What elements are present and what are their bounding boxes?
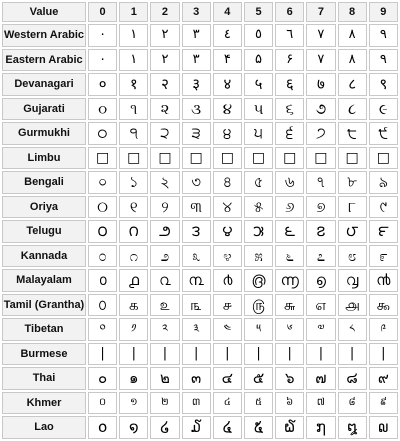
digit-cell: □ xyxy=(119,147,148,170)
digit-cell: ১ xyxy=(119,171,148,194)
digit-cell: ៤ xyxy=(213,392,242,415)
digit-cell: ២ xyxy=(150,392,179,415)
digit-cell: ౫ xyxy=(244,220,273,243)
digit-cell: ໕ xyxy=(244,416,273,439)
digit-cell: □ xyxy=(306,147,335,170)
row-label: Tibetan xyxy=(2,318,86,341)
digit-cell: ୬ xyxy=(275,196,304,219)
digit-cell: ໐ xyxy=(88,416,117,439)
digit-cell: ٣ xyxy=(182,24,211,47)
digit-cell: ૯ xyxy=(369,98,398,121)
digit-cell: ௦ xyxy=(88,294,117,317)
digit-cell: ૦ xyxy=(88,98,117,121)
digit-cell: ૫ xyxy=(244,98,273,121)
digit-cell: ௩ xyxy=(182,294,211,317)
digit-cell: ૩ xyxy=(182,98,211,121)
table-row xyxy=(2,343,398,366)
digit-cell: ௭ xyxy=(306,294,335,317)
digit-cell: ৮ xyxy=(338,171,367,194)
table-row xyxy=(2,318,398,341)
row-label: Lao xyxy=(2,416,86,439)
table-row xyxy=(2,24,398,47)
digit-cell: ໗ xyxy=(306,416,335,439)
digit-cell: ೯ xyxy=(369,245,398,268)
digit-cell: ୮ xyxy=(338,196,367,219)
digit-cell: □ xyxy=(369,147,398,170)
digit-cell: ۶ xyxy=(275,49,304,72)
digit-cell: ୨ xyxy=(150,196,179,219)
row-label: Telugu xyxy=(2,220,86,243)
digit-cell: ೫ xyxy=(244,245,273,268)
table-row xyxy=(2,294,398,317)
digit-cell: ۹ xyxy=(369,49,398,72)
digit-cell: ៩ xyxy=(369,392,398,415)
digit-cell: ೧ xyxy=(119,245,148,268)
table-row xyxy=(2,171,398,194)
digit-cell: □ xyxy=(338,147,367,170)
digit-cell: ໘ xyxy=(338,416,367,439)
row-label: Gurmukhi xyxy=(2,122,86,145)
digit-cell: ௯ xyxy=(369,294,398,317)
digit-cell: ৩ xyxy=(182,171,211,194)
digit-cell: ๑ xyxy=(119,367,148,390)
digit-cell: ༥ xyxy=(244,318,273,341)
row-label: Western Arabic xyxy=(2,24,86,47)
row-label: Gujarati xyxy=(2,98,86,121)
digit-cell: ๔ xyxy=(213,367,242,390)
digit-cell: ൪ xyxy=(213,269,242,292)
digit-cell: | xyxy=(119,343,148,366)
digit-cell: ৫ xyxy=(244,171,273,194)
digit-cell: ٩ xyxy=(369,24,398,47)
digit-cell: ൦ xyxy=(88,269,117,292)
digit-cell: ៧ xyxy=(306,392,335,415)
digit-cell: ੪ xyxy=(213,122,242,145)
digit-cell: ੬ xyxy=(275,122,304,145)
digit-cell: ۷ xyxy=(306,49,335,72)
digit-cell: ੨ xyxy=(150,122,179,145)
header-value-label: Value xyxy=(2,2,86,22)
digit-cell: | xyxy=(213,343,242,366)
table-row xyxy=(2,220,398,243)
digit-cell: ୩ xyxy=(182,196,211,219)
table-row xyxy=(2,147,398,170)
digit-cell: □ xyxy=(275,147,304,170)
digit-cell: ০ xyxy=(88,171,117,194)
digit-cell: ൫ xyxy=(244,269,273,292)
header-digit-8: 8 xyxy=(338,2,367,22)
row-label: Malayalam xyxy=(2,269,86,292)
digit-cell: ౦ xyxy=(88,220,117,243)
digit-cell: ৪ xyxy=(213,171,242,194)
digit-cell: ୪ xyxy=(213,196,242,219)
digit-cell: ౬ xyxy=(275,220,304,243)
digit-cell: ໒ xyxy=(150,416,179,439)
digit-cell: ୫ xyxy=(244,196,273,219)
digit-cell: ๘ xyxy=(338,367,367,390)
header-digit-3: 3 xyxy=(182,2,211,22)
row-label: Eastern Arabic xyxy=(2,49,86,72)
table-row xyxy=(2,196,398,219)
digit-cell: ٠ xyxy=(88,24,117,47)
table-row xyxy=(2,269,398,292)
digit-cell: ༣ xyxy=(182,318,211,341)
digit-cell: ੧ xyxy=(119,122,148,145)
digit-cell: ೮ xyxy=(338,245,367,268)
digit-cell: ० xyxy=(88,73,117,96)
digit-cell: ૬ xyxy=(275,98,304,121)
digit-cell: □ xyxy=(88,147,117,170)
table-row xyxy=(2,392,398,415)
digit-cell: ๙ xyxy=(369,367,398,390)
digit-cell: ༢ xyxy=(150,318,179,341)
digit-cell: ༩ xyxy=(369,318,398,341)
digit-cell: ൯ xyxy=(369,269,398,292)
digit-cell: ༨ xyxy=(338,318,367,341)
digit-cell: ૨ xyxy=(150,98,179,121)
digit-cell: ୧ xyxy=(119,196,148,219)
digit-cell: ২ xyxy=(150,171,179,194)
table-body xyxy=(2,24,398,439)
header-digit-9: 9 xyxy=(369,2,398,22)
digit-cell: ៨ xyxy=(338,392,367,415)
digit-cell: ५ xyxy=(244,73,273,96)
digit-cell: ౩ xyxy=(182,220,211,243)
digit-cell: ໖ xyxy=(275,416,304,439)
digit-cell: ८ xyxy=(338,73,367,96)
row-label: Limbu xyxy=(2,147,86,170)
digit-cell: ௧ xyxy=(119,294,148,317)
digit-cell: ௫ xyxy=(244,294,273,317)
header-digit-2: 2 xyxy=(150,2,179,22)
digit-cell: ൮ xyxy=(338,269,367,292)
digit-cell: ൭ xyxy=(306,269,335,292)
digit-cell: ୯ xyxy=(369,196,398,219)
digit-cell: ೬ xyxy=(275,245,304,268)
digit-cell: ६ xyxy=(275,73,304,96)
table-row xyxy=(2,367,398,390)
header-digit-5: 5 xyxy=(244,2,273,22)
digit-cell: ۱ xyxy=(119,49,148,72)
digit-cell: ೪ xyxy=(213,245,242,268)
digit-cell: ៦ xyxy=(275,392,304,415)
digit-cell: ౭ xyxy=(306,220,335,243)
digit-cell: ໙ xyxy=(369,416,398,439)
digit-cell: | xyxy=(275,343,304,366)
digit-cell: ৯ xyxy=(369,171,398,194)
digit-cell: ௬ xyxy=(275,294,304,317)
digit-cell: ୦ xyxy=(88,196,117,219)
digit-cell: ໑ xyxy=(119,416,148,439)
digit-cell: ༧ xyxy=(306,318,335,341)
table-row xyxy=(2,245,398,268)
digit-cell: ٢ xyxy=(150,24,179,47)
row-label: Tamil (Grantha) xyxy=(2,294,86,317)
row-label: Burmese xyxy=(2,343,86,366)
digit-cell: ౮ xyxy=(338,220,367,243)
digit-cell: ๕ xyxy=(244,367,273,390)
row-label: Bengali xyxy=(2,171,86,194)
digit-cell: ١ xyxy=(119,24,148,47)
row-label: Devanagari xyxy=(2,73,86,96)
digit-cell: ۰ xyxy=(88,49,117,72)
digit-cell: २ xyxy=(150,73,179,96)
digit-cell: १ xyxy=(119,73,148,96)
digit-cell: ۵ xyxy=(244,49,273,72)
digit-cell: ௮ xyxy=(338,294,367,317)
digit-cell: ૭ xyxy=(306,98,335,121)
digit-cell: | xyxy=(182,343,211,366)
table-row xyxy=(2,98,398,121)
digit-cell: ໔ xyxy=(213,416,242,439)
digit-cell: ३ xyxy=(182,73,211,96)
table-row xyxy=(2,122,398,145)
digit-cell: ൧ xyxy=(119,269,148,292)
digit-cell: □ xyxy=(244,147,273,170)
digit-cell: ૮ xyxy=(338,98,367,121)
row-label: Oriya xyxy=(2,196,86,219)
digit-cell: ៣ xyxy=(182,392,211,415)
digit-cell: ๐ xyxy=(88,367,117,390)
digit-cell: | xyxy=(338,343,367,366)
header-digit-4: 4 xyxy=(213,2,242,22)
digit-cell: ۲ xyxy=(150,49,179,72)
digit-cell: ٦ xyxy=(275,24,304,47)
digit-cell: ೨ xyxy=(150,245,179,268)
digit-cell: ൨ xyxy=(150,269,179,292)
digit-cell: | xyxy=(88,343,117,366)
digit-cell: | xyxy=(150,343,179,366)
digit-cell: ੭ xyxy=(306,122,335,145)
header-row xyxy=(2,2,398,22)
digit-cell: ۳ xyxy=(182,49,211,72)
digit-cell: ൩ xyxy=(182,269,211,292)
digit-cell: □ xyxy=(213,147,242,170)
digit-cell: ๒ xyxy=(150,367,179,390)
digit-cell: ੩ xyxy=(182,122,211,145)
row-label: Thai xyxy=(2,367,86,390)
digit-cell: ७ xyxy=(306,73,335,96)
digit-cell: ੯ xyxy=(369,122,398,145)
digit-cell: ۸ xyxy=(338,49,367,72)
digit-cell: ༠ xyxy=(88,318,117,341)
digit-cell: | xyxy=(369,343,398,366)
header-digit-6: 6 xyxy=(275,2,304,22)
digit-cell: ٥ xyxy=(244,24,273,47)
digit-cell: ೦ xyxy=(88,245,117,268)
header-digit-0: 0 xyxy=(88,2,117,22)
digit-cell: □ xyxy=(182,147,211,170)
digit-cell: ٤ xyxy=(213,24,242,47)
digit-cell: ೭ xyxy=(306,245,335,268)
digit-cell: ੮ xyxy=(338,122,367,145)
digit-cell: ୭ xyxy=(306,196,335,219)
digit-cell: ൬ xyxy=(275,269,304,292)
digit-cell: ੫ xyxy=(244,122,273,145)
digit-cell: ९ xyxy=(369,73,398,96)
digit-cell: ༡ xyxy=(119,318,148,341)
digit-cell: ౪ xyxy=(213,220,242,243)
digit-cell: ๗ xyxy=(306,367,335,390)
table-row xyxy=(2,73,398,96)
digit-cell: ౧ xyxy=(119,220,148,243)
digit-cell: ೩ xyxy=(182,245,211,268)
digit-cell: ৭ xyxy=(306,171,335,194)
digit-cell: ٧ xyxy=(306,24,335,47)
digit-cell: ૪ xyxy=(213,98,242,121)
digit-cell: ௨ xyxy=(150,294,179,317)
digit-cell: ௪ xyxy=(213,294,242,317)
digit-cell: ۴ xyxy=(213,49,242,72)
digit-cell: □ xyxy=(150,147,179,170)
digit-cell: ๖ xyxy=(275,367,304,390)
digit-cell: ๓ xyxy=(182,367,211,390)
digit-cell: ០ xyxy=(88,392,117,415)
digit-cell: ٨ xyxy=(338,24,367,47)
digit-cell: ४ xyxy=(213,73,242,96)
digit-cell: ౯ xyxy=(369,220,398,243)
digit-cell: ༤ xyxy=(213,318,242,341)
header-digit-1: 1 xyxy=(119,2,148,22)
row-label: Kannada xyxy=(2,245,86,268)
digit-cell: ੦ xyxy=(88,122,117,145)
header-digit-7: 7 xyxy=(306,2,335,22)
digit-cell: ૧ xyxy=(119,98,148,121)
digit-cell: ១ xyxy=(119,392,148,415)
digit-cell: ౨ xyxy=(150,220,179,243)
table-row xyxy=(2,416,398,439)
digit-cell: ༦ xyxy=(275,318,304,341)
table-row xyxy=(2,49,398,72)
row-label: Khmer xyxy=(2,392,86,415)
digit-cell: ৬ xyxy=(275,171,304,194)
digit-cell: ៥ xyxy=(244,392,273,415)
digit-cell: ໓ xyxy=(182,416,211,439)
digit-cell: | xyxy=(244,343,273,366)
digit-cell: | xyxy=(306,343,335,366)
